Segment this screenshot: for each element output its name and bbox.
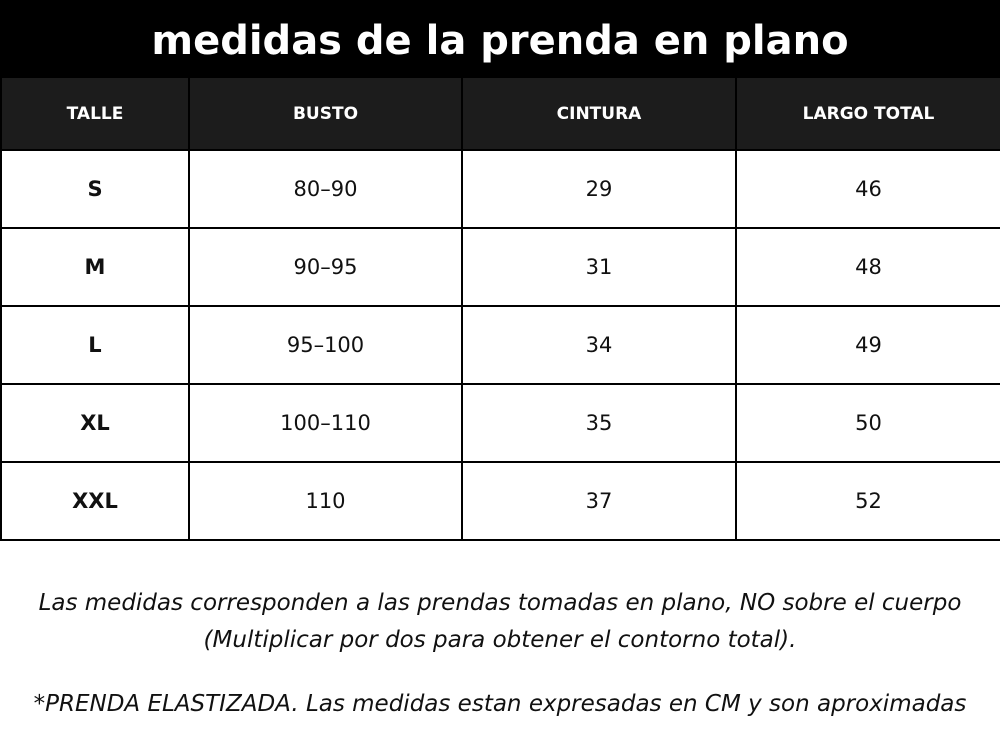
table-row [1,306,1000,384]
largo-cell: 50 [736,384,1000,462]
size-cell: XXL [1,462,189,540]
largo-cell: 48 [736,228,1000,306]
header-busto: BUSTO [189,77,462,150]
page-title: medidas de la prenda en plano [0,0,1000,76]
busto-cell: 90–95 [189,228,462,306]
size-chart-table [0,76,1000,541]
table-row [1,150,1000,228]
note-spacer [0,659,1000,686]
cintura-cell: 29 [462,150,736,228]
table-row [1,462,1000,540]
cintura-cell: 35 [462,384,736,462]
busto-cell: 80–90 [189,150,462,228]
cintura-cell: 34 [462,306,736,384]
busto-cell: 100–110 [189,384,462,462]
largo-cell: 52 [736,462,1000,540]
size-cell: L [1,306,189,384]
cintura-cell: 31 [462,228,736,306]
notes-section [0,585,1000,723]
table-header-row [1,77,1000,150]
busto-cell: 110 [189,462,462,540]
header-cintura: CINTURA [462,77,736,150]
cintura-cell: 37 [462,462,736,540]
table-row [1,228,1000,306]
header-largo-total: LARGO TOTAL [736,77,1000,150]
note-line-2: (Multiplicar por dos para obtener el contorno total). [203,627,797,653]
size-cell: M [1,228,189,306]
largo-cell: 46 [736,150,1000,228]
note-line-3: *PRENDA ELASTIZADA. Las medidas estan expresadas en CM y son aproximadas [33,691,967,717]
note-line-1: Las medidas corresponden a las prendas tomadas en plano, NO sobre el cuerpo [38,590,962,616]
table-row [1,384,1000,462]
largo-cell: 49 [736,306,1000,384]
size-cell: XL [1,384,189,462]
header-talle: TALLE [1,77,189,150]
busto-cell: 95–100 [189,306,462,384]
size-cell: S [1,150,189,228]
